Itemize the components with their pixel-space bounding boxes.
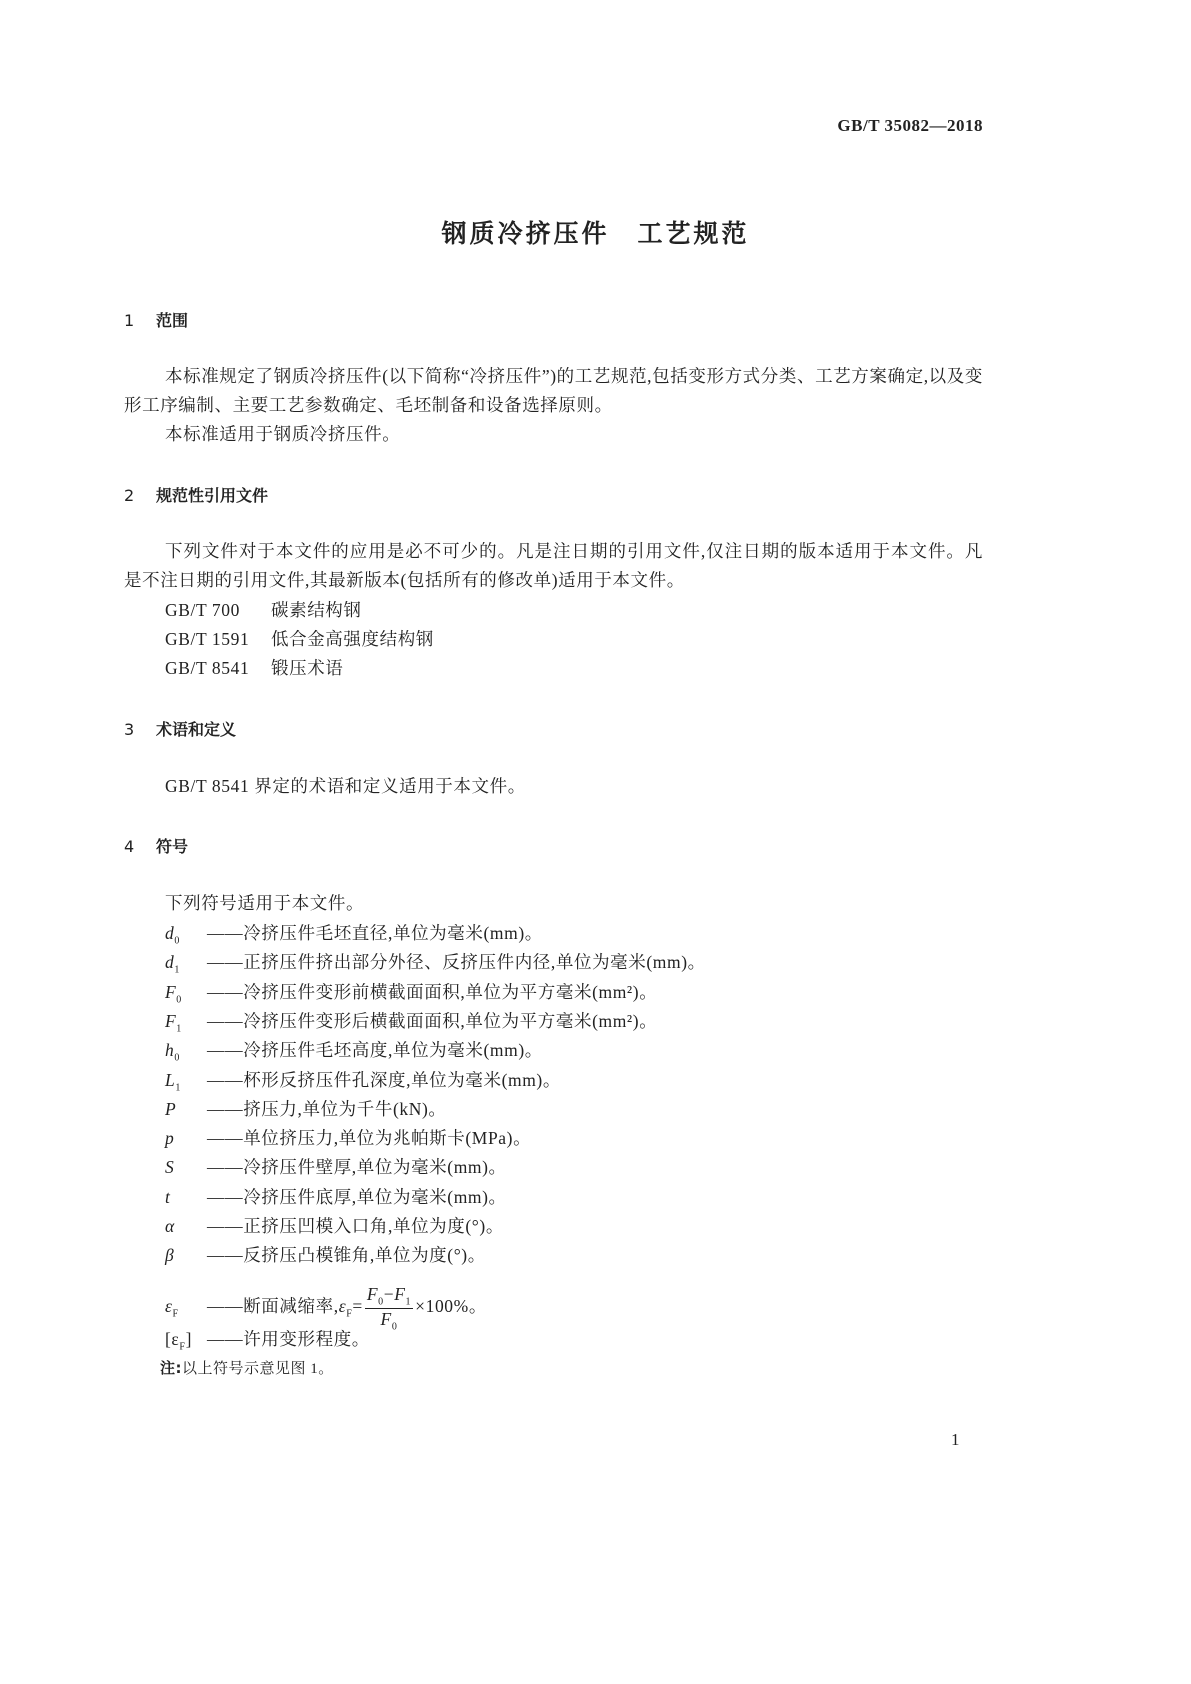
section-number: 3 [124, 720, 135, 739]
section-number: 2 [124, 486, 135, 505]
symbol-row [165, 1242, 486, 1269]
page-title: 钢质冷挤压件 工艺规范 [441, 219, 750, 248]
symbol-description: ——反挤压凸模锥角,单位为度(°)。 [207, 1245, 486, 1266]
symbol-row [165, 979, 657, 1006]
note [160, 1357, 334, 1378]
section-title: 术语和定义 [156, 720, 237, 739]
symbol-row [165, 920, 543, 947]
symbol: p [165, 1128, 175, 1149]
symbol-description: ——杯形反挤压件孔深度,单位为毫米(mm)。 [207, 1069, 561, 1090]
symbol-description: ——挤压力,单位为千牛(kN)。 [207, 1098, 447, 1119]
symbol-allowed-deformation [165, 1326, 370, 1353]
symbol: S [165, 1157, 175, 1178]
reference-code: GB/T 1591 [165, 629, 250, 649]
paragraph: 本标准适用于钢质冷挤压件。 [165, 424, 401, 444]
normative-reference [165, 626, 434, 651]
symbol: t [165, 1186, 171, 1207]
reference-code: GB/T 700 [165, 600, 240, 620]
symbol-description: ——冷挤压件毛坯直径,单位为毫米(mm)。 [207, 923, 543, 943]
symbol: $F_0$ [165, 981, 182, 1006]
symbol-description: ——断面减缩率, [207, 1296, 339, 1317]
symbol: $d_1$ [165, 952, 180, 976]
symbol-description: ——正挤压件挤出部分外径、反挤压件内径,单位为毫米(mm)。 [207, 952, 706, 973]
note-text: 以上符号示意见图 1。 [182, 1361, 334, 1377]
symbol-row [165, 1008, 657, 1035]
symbol-description: ——冷挤压件变形前横截面面积,单位为平方毫米(mm²)。 [207, 981, 658, 1002]
normative-reference [165, 597, 362, 622]
reference-title: 锻压术语 [271, 658, 344, 678]
paragraph: 本标准规定了钢质冷挤压件(以下简称“冷挤压件”)的工艺规范,包括变形方式分类、工艺方案确定,以及变形工序编制、主要工艺参数确定、毛坯制备和设备选择原则。 [124, 366, 983, 415]
section-number: 1 [124, 311, 135, 330]
section-title: 范围 [156, 311, 189, 330]
symbol-row [165, 1184, 507, 1211]
symbol: $h_0$ [165, 1040, 180, 1064]
section-1-heading [124, 308, 188, 331]
symbol-row [165, 1067, 561, 1094]
symbol-description: ——冷挤压件底厚,单位为毫米(mm)。 [207, 1186, 507, 1207]
symbol: $d_0$ [165, 923, 180, 947]
symbol-row [165, 1154, 507, 1181]
standard-code-header: GB/T 35082—2018 [837, 116, 983, 135]
symbol-row [165, 1125, 531, 1152]
reference-title: 碳素结构钢 [271, 600, 362, 620]
page-number: 1 [951, 1430, 960, 1449]
symbol-description: ——许用变形程度。 [207, 1329, 370, 1349]
symbol: α [165, 1216, 175, 1236]
symbol: β [165, 1245, 175, 1266]
section-title: 符号 [156, 837, 189, 856]
symbol-epsilon-f [165, 1284, 487, 1332]
note-label: 注: [160, 1359, 182, 1377]
paragraph: GB/T 8541 界定的术语和定义适用于本文件。 [165, 776, 526, 796]
reference-title: 低合金高强度结构钢 [271, 629, 434, 649]
symbol-description: ——冷挤压件变形后横截面面积,单位为平方毫米(mm²)。 [207, 1010, 658, 1031]
section-2-heading [124, 483, 268, 506]
section-4-heading [124, 834, 188, 857]
symbol-description: ——冷挤压件毛坯高度,单位为毫米(mm)。 [207, 1040, 543, 1061]
symbol-row [165, 1213, 504, 1240]
formula: $\varepsilon_F=$ $\frac{F_0-F_1}{F_0}$ ×100%。 [338, 1284, 487, 1332]
symbol: $\varepsilon_F$ [165, 1296, 179, 1320]
symbol-description: ——单位挤压力,单位为兆帕斯卡(MPa)。 [207, 1128, 532, 1149]
symbol-description: ——冷挤压件壁厚,单位为毫米(mm)。 [207, 1157, 507, 1178]
normative-reference [165, 655, 343, 680]
symbol: $L_1$ [165, 1069, 181, 1093]
section-number: 4 [124, 837, 135, 856]
fraction: $\frac{F_0-F_1}{F_0}$ [366, 1284, 412, 1332]
symbol: $F_1$ [165, 1010, 182, 1035]
symbol: $[\varepsilon_F]$ [165, 1329, 192, 1353]
reference-code: GB/T 8541 [165, 658, 250, 678]
symbol: P [165, 1098, 177, 1119]
paragraph: 下列符号适用于本文件。 [165, 893, 365, 913]
symbol-row [165, 949, 706, 976]
symbol-description: ——正挤压凹模入口角,单位为度(°)。 [207, 1216, 504, 1236]
symbol-row [165, 1037, 543, 1064]
section-title: 规范性引用文件 [156, 486, 269, 505]
section-3-heading [124, 717, 236, 740]
symbol-row [165, 1096, 447, 1123]
paragraph: 下列文件对于本文件的应用是必不可少的。凡是注日期的引用文件,仅注日期的版本适用于本文件。凡是不注日期的引用文件,其最新版本(包括所有的修改单)适用于本文件。 [124, 541, 983, 590]
